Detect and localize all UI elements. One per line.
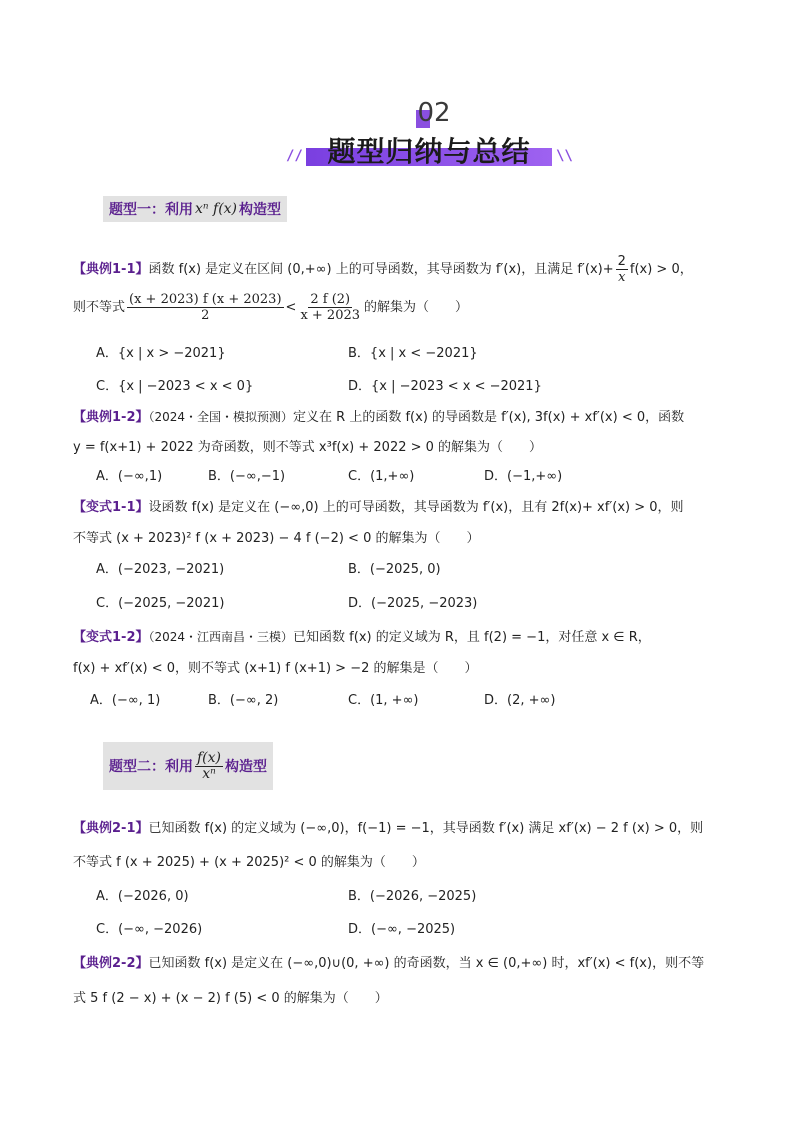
option-b: B．(−2026, −2025) bbox=[348, 889, 477, 904]
question-label: 【典例2-1】 bbox=[73, 821, 149, 836]
question-text: f(x) + xf′(x) < 0，则不等式 (x+1) f (x+1) > −2 的解集是（ ） bbox=[73, 661, 478, 676]
option-b: B．(−2025, 0) bbox=[348, 562, 441, 577]
option-c: C．(1, +∞) bbox=[348, 693, 419, 708]
question-text: 则不等式 bbox=[73, 300, 126, 315]
section-tag-math: xⁿ f(x) bbox=[195, 201, 238, 217]
question-text: y = f(x+1) + 2022 为奇函数，则不等式 x³f(x) + 2022 > 0 的解集为（ ） bbox=[73, 440, 543, 455]
header-number: 02 bbox=[417, 98, 451, 128]
question-line bbox=[73, 527, 479, 546]
question-source: （2024・全国・模拟预测） bbox=[148, 410, 294, 424]
question-label: 【典例2-2】 bbox=[73, 956, 149, 971]
option-b: B．(−∞, 2) bbox=[208, 693, 279, 708]
question-line bbox=[73, 987, 388, 1006]
header-right-mark: \\ bbox=[556, 148, 573, 164]
question-text: 不等式 (x + 2023)² f (x + 2023) − 4 f (−2) < 0 的解集为（ ） bbox=[73, 531, 480, 546]
option-d: D．(−2025, −2023) bbox=[348, 596, 478, 611]
fraction: $\frac{2}{x}$ bbox=[617, 254, 626, 285]
question-line bbox=[73, 496, 684, 515]
question-label: 【变式1-2】 bbox=[73, 630, 149, 645]
option-c: C．(−2025, −2021) bbox=[96, 596, 225, 611]
question-text: 函数 f(x) 是定义在区间 (0,+∞) 上的可导函数，其导函数为 f′(x)，且满足 f′(x)+ bbox=[148, 262, 614, 277]
question-line bbox=[73, 657, 478, 676]
question-line bbox=[73, 851, 425, 870]
question-source: （2024・江西南昌・三模） bbox=[148, 630, 294, 644]
section-tag-2 bbox=[103, 742, 273, 790]
header-left-mark: // bbox=[286, 148, 303, 164]
option-c: C．{x | −2023 < x < 0} bbox=[96, 379, 254, 394]
section-tag-prefix: 题型二：利用 bbox=[109, 759, 193, 775]
question-text: 式 5 f (2 − x) + (x − 2) f (5) < 0 的解集为（ ） bbox=[73, 991, 388, 1006]
question-line bbox=[73, 292, 468, 323]
question-line bbox=[73, 817, 703, 836]
question-text: 的解集为（ ） bbox=[364, 300, 469, 315]
page-title: 题型归纳与总结 bbox=[327, 135, 531, 168]
option-b: B．(−∞,−1) bbox=[208, 469, 286, 484]
question-text: 已知函数 f(x) 的定义域为 (−∞,0)，f(−1) = −1，其导函数 f′(x) 满足 xf′(x) − 2 f (x) > 0，则 bbox=[148, 821, 704, 836]
option-c: C．(−∞, −2026) bbox=[96, 922, 203, 937]
question-line bbox=[73, 406, 684, 425]
question-text: 已知函数 f(x) 的定义域为 R，且 f(2) = −1，对任意 x ∈ R， bbox=[293, 630, 651, 645]
option-d: D．(−1,+∞) bbox=[484, 469, 563, 484]
option-d: D．{x | −2023 < x < −2021} bbox=[348, 379, 542, 394]
question-line bbox=[73, 436, 542, 455]
option-d: D．(2, +∞) bbox=[484, 693, 556, 708]
question-line bbox=[73, 952, 704, 971]
option-a: A．(−2023, −2021) bbox=[96, 562, 225, 577]
fraction: $\frac{(x + 2023) f (x + 2023)}{2}$ bbox=[129, 292, 282, 323]
section-tag-prefix: 题型一：利用 bbox=[109, 202, 193, 218]
section-tag-fraction: $\frac{f(x)}{\text{xⁿ}}$ bbox=[197, 749, 222, 782]
option-c: C．(1,+∞) bbox=[348, 469, 415, 484]
option-a: A．(−∞, 1) bbox=[90, 693, 161, 708]
option-a: A．(−2026, 0) bbox=[96, 889, 189, 904]
question-line bbox=[73, 626, 651, 645]
question-line bbox=[73, 254, 693, 285]
question-text: 设函数 f(x) 是定义在 (−∞,0) 上的可导函数，其导函数为 f′(x)，且有 2f(x)+ xf′(x) > 0，则 bbox=[148, 500, 684, 515]
option-b: B．{x | x < −2021} bbox=[348, 346, 478, 361]
question-label: 【变式1-1】 bbox=[73, 500, 149, 515]
question-label: 【典例1-1】 bbox=[73, 262, 149, 277]
option-d: D．(−∞, −2025) bbox=[348, 922, 456, 937]
section-tag-1 bbox=[103, 196, 287, 222]
less-than: < bbox=[285, 300, 297, 315]
question-text: 定义在 R 上的函数 f(x) 的导函数是 f′(x), 3f(x) + xf′(x) < 0，函数 bbox=[293, 410, 685, 425]
option-a: A．(−∞,1) bbox=[96, 469, 163, 484]
question-text: 不等式 f (x + 2025) + (x + 2025)² < 0 的解集为（ ） bbox=[73, 855, 425, 870]
question-label: 【典例1-2】 bbox=[73, 410, 149, 425]
question-text: 已知函数 f(x) 是定义在 (−∞,0)∪(0, +∞) 的奇函数，当 x ∈ (0,+∞) 时，xf′(x) < f(x)，则不等 bbox=[148, 956, 705, 971]
option-a: A．{x | x > −2021} bbox=[96, 346, 226, 361]
section-tag-suffix: 构造型 bbox=[239, 202, 282, 218]
question-text: f(x) > 0， bbox=[629, 262, 693, 277]
fraction: $\frac{2 f (2)}{x + 2023}$ bbox=[300, 292, 361, 323]
section-tag-suffix: 构造型 bbox=[225, 759, 268, 775]
